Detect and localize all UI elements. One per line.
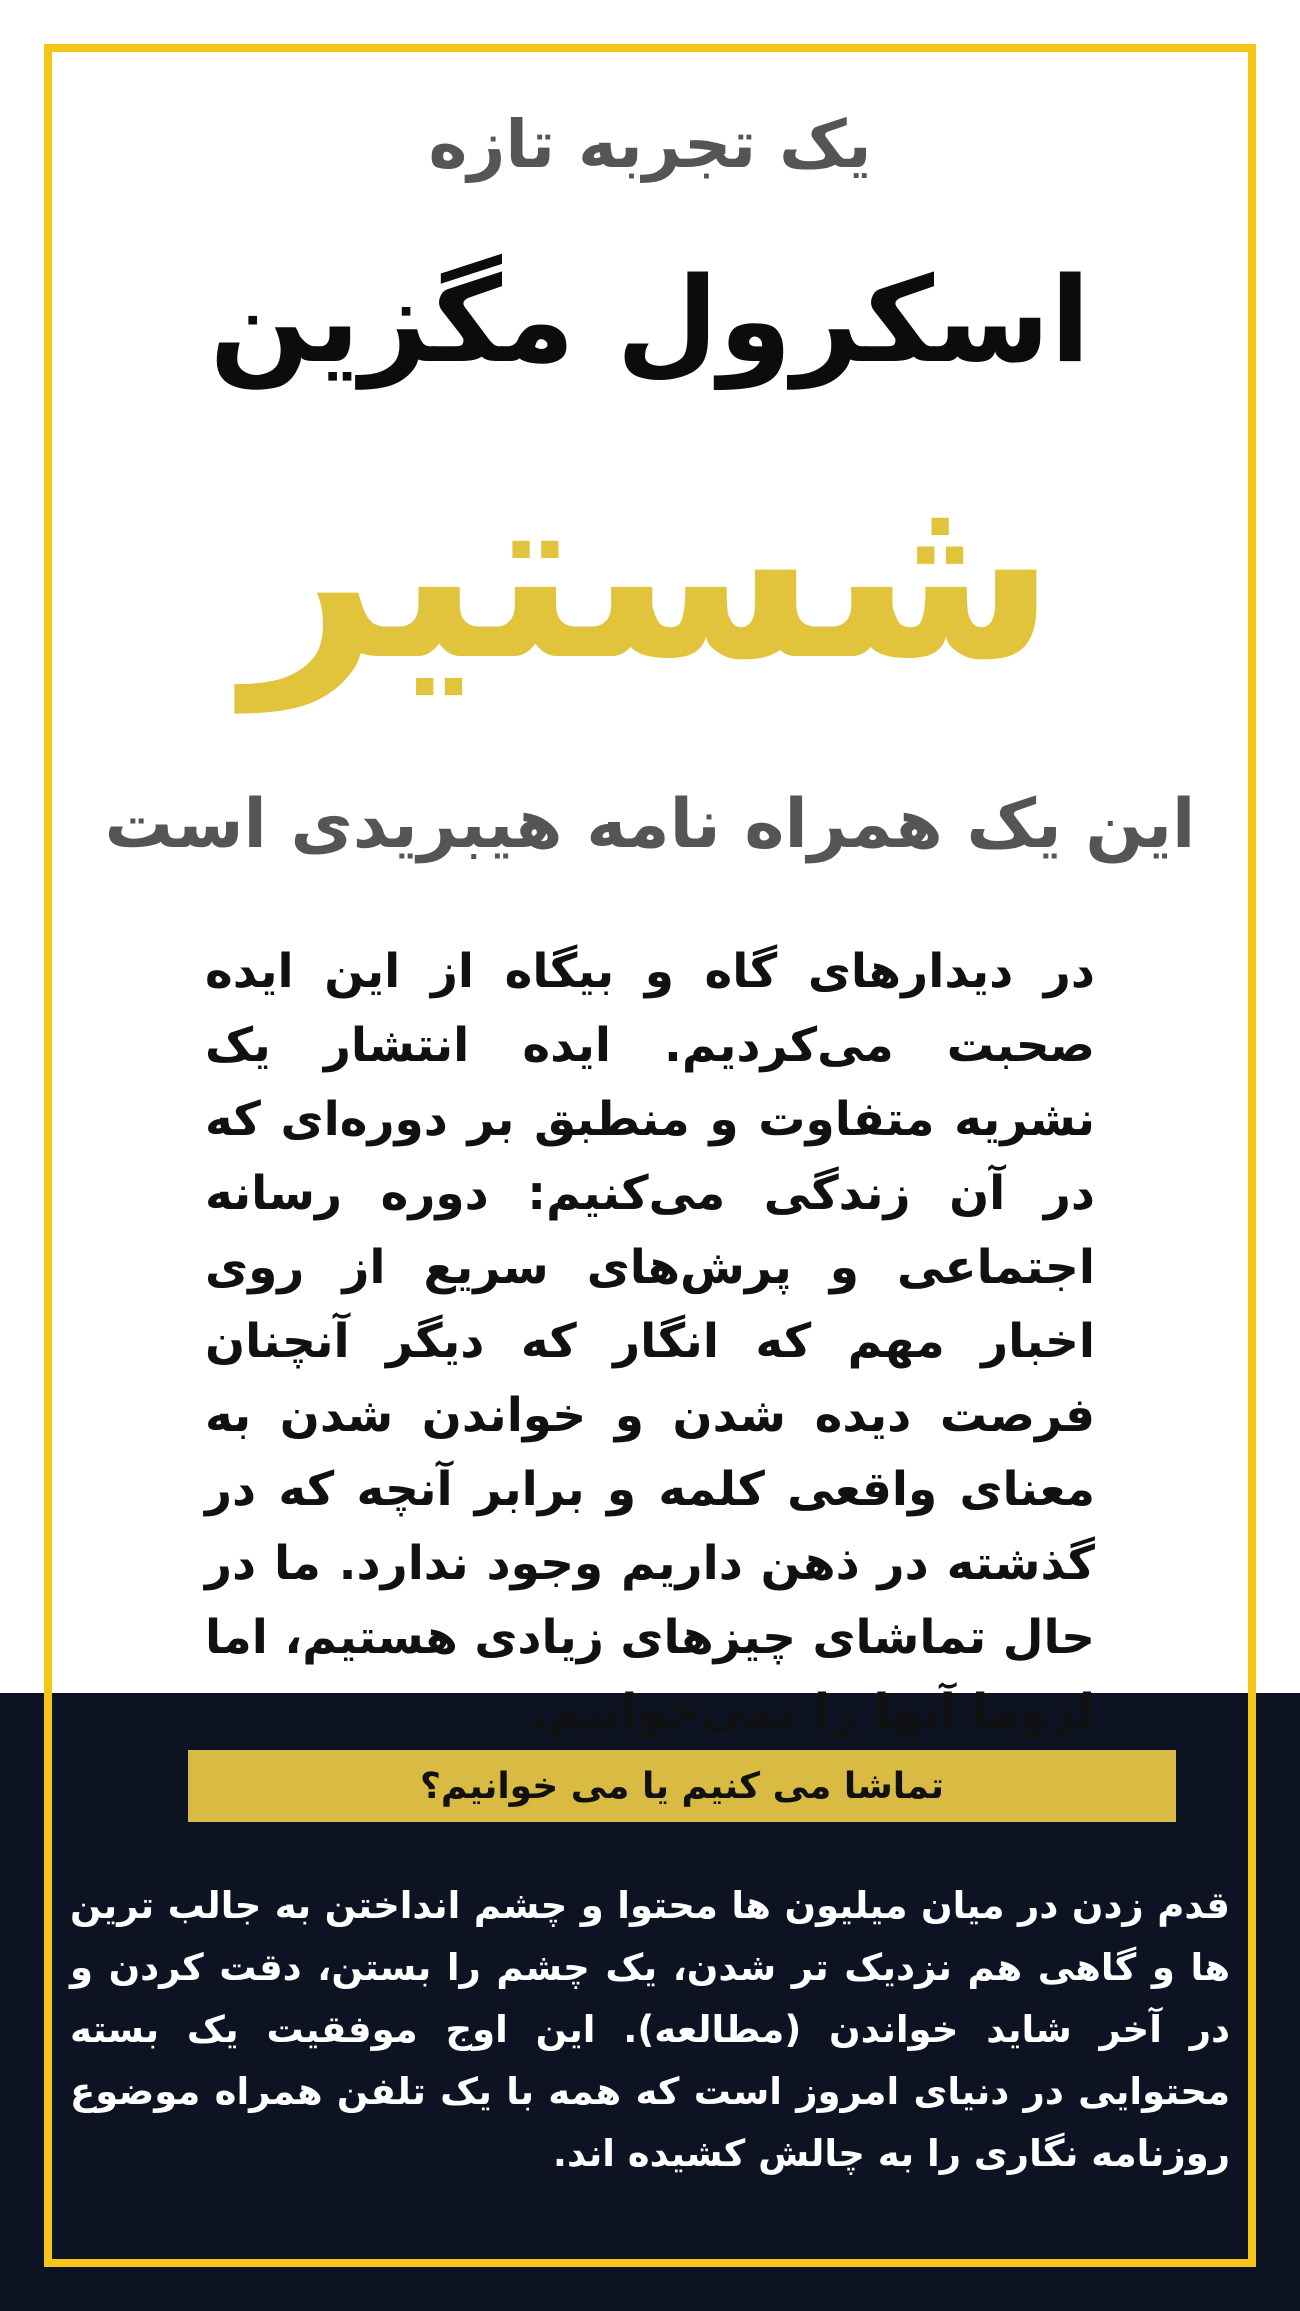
page-title: اسکرول مگزین [209, 251, 1091, 389]
brand-logo-text: شستیر [244, 437, 1056, 712]
section-paragraph: قدم زدن در میان میلیون ها محتوا و چشم انداختن به جالب ترین ها و گاهی هم نزدیک تر شدن، یک چشم را بستن، دقت کردن و در آخر شاید خواندن (مطالعه). این اوج موفقیت یک بسته محتوایی در دنیای امروز است که همه با یک تلفن همراه موضوع روزنامه نگاری را به چالش کشیده اند. [70, 1884, 1230, 2175]
subtitle: این یک همراه نامه هیبریدی است [104, 785, 1196, 864]
section-heading-bar [188, 1750, 1176, 1822]
kicker: یک تجربه تازه [428, 106, 872, 183]
section-heading: تماشا می کنیم یا می خوانیم؟ [420, 1765, 944, 1807]
intro-paragraph: در دیدارهای گاه و بیگاه از این ایده صحبت می‌کردیم. ایده انتشار یک نشریه متفاوت و منطبق بر دوره‌ای که در آن زندگی می‌کنیم: دوره رسانه اجتماعی و پرش‌های سریع از روی اخبار مهم که انگار که دیگر آنچنان فرصت دیده شدن و خواندن شدن به معنای واقعی کلمه و برابر آنچه که در گذشته در ذهن داریم وجود ندارد. ما در حال تماشای چیزهای زیادی هستیم، اما لزوما آنها را نمی‌خوانیم. [205, 944, 1095, 1739]
